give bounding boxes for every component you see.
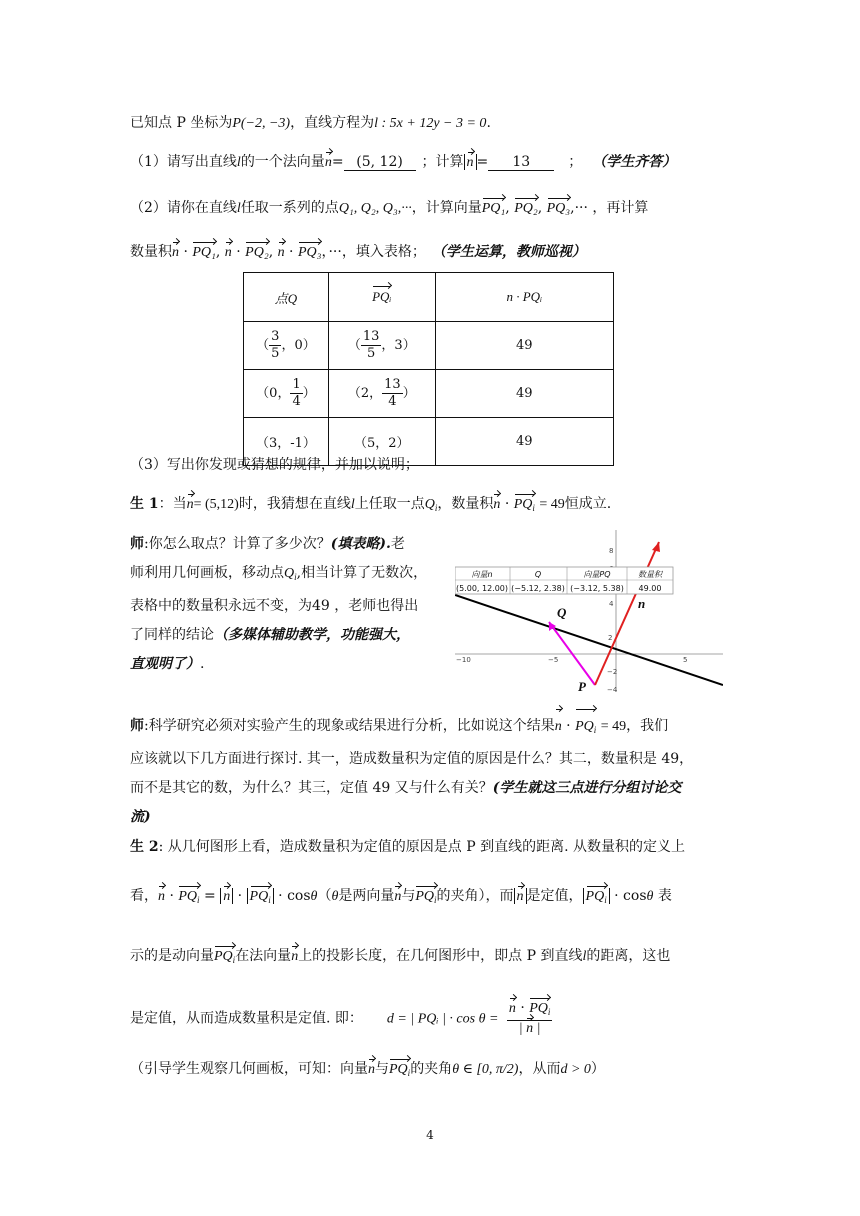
table-header-row [244, 273, 614, 322]
vector-n-10: n [394, 889, 402, 904]
vector-pqi-7: $PQ_i$ [214, 949, 236, 965]
d-positive: d > 0 [560, 1062, 591, 1077]
cell-q: （3，-1） [244, 418, 329, 466]
t2-text: :科学研究必须对实验产生的现象或结果进行分析，比如说这个结果 [144, 718, 555, 734]
y-tick: −2 [607, 668, 618, 676]
cell-dot: 49 [435, 322, 613, 370]
cell-pq: （2， $\frac{13}{4}$ ） [328, 370, 435, 418]
vector-pq3: PQ₃ [546, 201, 571, 216]
vector-pq3-b: PQ₃ [297, 245, 322, 260]
teacher-2-line-4 [130, 803, 740, 832]
equals-2: = [476, 154, 489, 170]
theta-3: θ [646, 889, 654, 904]
theta: θ [310, 889, 318, 904]
frac-n: n [508, 1001, 516, 1016]
vector-n: n [324, 155, 332, 170]
t1-note-3: 直观明了） [130, 656, 200, 672]
fig-header: 向量PQ [583, 570, 611, 579]
answer-magnitude: 13 [488, 154, 554, 171]
point-p: P(−2, −3) [232, 116, 291, 131]
teacher-2-line-2: 应该就以下几方面进行探讨. 其一，造成数量积为定值的原因是什么？其二，数量积是 49， [130, 751, 694, 767]
line-equation: l : 5x + 12y − 3 = 0 [374, 116, 487, 131]
student-2-line-3 [130, 945, 670, 965]
teacher-1-line-5 [130, 650, 450, 679]
line-l-graph [455, 595, 723, 685]
s2-text-5: 是定值， [526, 888, 583, 904]
t2-note-2: 流) [130, 809, 151, 825]
vector-n-abs: n [466, 155, 474, 170]
teacher-1-line-4 [130, 621, 450, 650]
line-l-4: l [582, 949, 587, 964]
data-table [243, 272, 614, 466]
s2-text-3: 是两向量 [338, 888, 395, 904]
header-pq: PQᵢ [328, 273, 435, 322]
q1-text-2: 的一个法向量 [240, 154, 325, 170]
vector-pq2: PQ₂ [514, 201, 538, 216]
guide-text-2: 的夹角 [410, 1061, 453, 1077]
vector-n-3: n [224, 245, 232, 260]
theta-2: θ [331, 889, 339, 904]
header-dot: n · PQᵢ [435, 273, 613, 322]
line-l-3: l [350, 497, 355, 512]
t1-text-2: 师利用几何画板，移动点 [130, 565, 284, 581]
line-l-2: l [236, 201, 241, 216]
teacher-1-block [130, 530, 450, 679]
q1-text-3: ；计算 [421, 154, 464, 170]
vector-n-8: n [158, 889, 165, 904]
points-q: Q₁, Q₂, Q₃,··· [338, 201, 412, 216]
teacher-2-line-3 [130, 774, 740, 803]
guide-text-3: ，从而 [518, 1061, 561, 1077]
s2-text-10: 的距离，这也 [586, 948, 671, 964]
teacher-1-line-3: 表格中的数量积永远不变，为49 ，老师也得出 [130, 598, 419, 614]
semicolon: ； [568, 154, 583, 170]
question-2-line-1: （2）请你在直线l任取一系列的点Q₁, Q₂, Q₃,···，计算向量PQ₁, PQ₂, PQ₃,··· ，再计算 [130, 200, 649, 216]
vector-n-9: n [223, 889, 231, 904]
vector-n-4: n [277, 245, 285, 260]
vector-pq1: PQ₁ [481, 201, 506, 216]
x-tick: 5 [683, 656, 688, 664]
s2-text-9: 上的投影长度，在几何图形中，即点 P 到直线 [298, 948, 583, 964]
given-sentence [130, 112, 491, 132]
t1-text-4: 了同样的结论 [130, 627, 214, 643]
s1-text-5: 恒成立. [564, 496, 612, 512]
t2-text-3: 而不是其它的数，为什么？其三，定值 49 又与什么有关？ [130, 780, 493, 796]
figure-data-table [455, 567, 673, 594]
s2-text-4: 的夹角），而 [436, 888, 514, 904]
guide-line [130, 1058, 605, 1078]
vector-pqi-5: $PQ_i$ [415, 889, 437, 905]
student-1-label: 生 1 [130, 496, 159, 512]
cell-dot: 49 [435, 370, 613, 418]
vector-n-5: n [186, 497, 194, 512]
table-row [244, 322, 614, 370]
s1-result: = 49 [539, 497, 565, 512]
frac-den-n: n [526, 1021, 534, 1036]
vector-n-7: n [555, 712, 562, 741]
t2-result: = 49 [600, 719, 627, 734]
vector-n-arrow [595, 542, 659, 685]
n-arrowhead [652, 542, 660, 552]
header-point-q: 点Q [244, 273, 329, 322]
question-2-line-2: 数量积n · PQ₁, n · PQ₂, n · PQ₃，···，填入表格； （学生运算，教师巡视） [130, 244, 586, 260]
cell-q: （0， $\frac{1}{4}$ ） [244, 370, 329, 418]
t1-text-b: 老 [390, 536, 405, 552]
vector-pqi: $PQ_i$ [513, 497, 535, 513]
t1-note-2: （多媒体辅助教学，功能强大， [214, 627, 410, 643]
y-tick: −4 [607, 686, 618, 692]
guide-text: （引导学生观察几何画板，可知：向量 [130, 1061, 368, 1077]
s1-text-4: ，数量积 [437, 496, 494, 512]
teacher-1-line-2: 师利用几何画板，移动点$Q_i$,相当计算了无数次， [130, 565, 428, 582]
y-tick: 4 [609, 600, 614, 608]
s2-text-7: 示的是动向量 [130, 948, 214, 964]
t1-text-3: ,相当计算了无数次， [296, 565, 428, 581]
vector-pq-arrow [549, 622, 595, 685]
vector-pq2-b: PQ₂ [245, 245, 269, 260]
guide-and: 与 [375, 1061, 389, 1077]
y-tick: 8 [609, 547, 614, 555]
fig-value: (−3.12, 5.38) [570, 584, 624, 593]
cell-pq: （ $\frac{13}{5}$ ，3） [328, 322, 435, 370]
q2-text-2: 任取一系列的点 [240, 200, 339, 216]
q1-text: （1）请写出直线 [130, 154, 237, 170]
page-number: 4 [426, 1128, 434, 1142]
distance-formula: d = | PQᵢ | · cos θ = [386, 1011, 499, 1027]
q2-dot-label: 数量积 [130, 244, 172, 260]
student-1-answer: 生 1：当n= (5,12)时，我猜想在直线l上任取一点$Q_i$，数量积$n \cdot PQ_i = 49$恒成立. [130, 496, 612, 513]
s2-text-6: 表 [657, 888, 672, 904]
given-text-2: ，直线方程为 [290, 115, 375, 131]
vector-n-2: n [172, 245, 179, 260]
t1-period: . [200, 656, 205, 672]
question-1 [130, 151, 676, 171]
s1-condition: = (5,12) [193, 497, 239, 512]
period: . [486, 115, 491, 131]
distance-fraction: $\frac{n \cdot PQ_i}{| n |}$ [508, 1000, 551, 1036]
vector-pqi-2: $PQ_i$ [575, 712, 596, 745]
t2-text-b: ，我们 [626, 718, 669, 734]
s2-text: : 从几何图形上看，造成数量积为定值的原因是点 P 到直线的距离. 从数量积的定义上 [158, 839, 686, 855]
t2-note: (学生就这三点进行分组讨论交 [492, 780, 682, 796]
vector-pq1-b: PQ₁ [192, 245, 216, 260]
q1-note: （学生齐答） [592, 154, 677, 170]
x-tick: −5 [548, 656, 559, 664]
geometry-sketchpad-figure [455, 530, 723, 692]
s2-paren: （ [317, 888, 332, 904]
x-tick: −10 [456, 656, 471, 664]
q2-text: （2）请你在直线 [130, 200, 237, 216]
q2-text-4: ,··· ，再计算 [570, 200, 649, 216]
cell-pq: （5，2） [328, 418, 435, 466]
student-2-label: 生 2 [130, 839, 159, 855]
fig-value: 49.00 [638, 584, 662, 593]
cell-dot: 49 [435, 418, 613, 466]
equals: = [331, 154, 344, 170]
q2-text-5: ，···，填入表格； [321, 244, 426, 260]
vector-pqi-6: $PQ_i$ [585, 889, 607, 905]
s1-text: ：当 [158, 496, 187, 512]
line-l: l [236, 155, 241, 170]
fig-header: 数量积 [638, 570, 662, 579]
label-p: P [578, 679, 586, 692]
q2-text-3: ，计算向量 [411, 200, 482, 216]
vector-n-6: n [493, 497, 501, 512]
vector-n-11: n [516, 889, 524, 904]
fig-header: Q [534, 570, 542, 579]
teacher-label: 师 [130, 536, 144, 552]
teacher-2-block [130, 712, 740, 832]
vector-pqi-8: $PQ_i$ [389, 1062, 411, 1078]
s1-text-2: 时，我猜想在直线 [238, 496, 351, 512]
table-row [244, 370, 614, 418]
s2-text-2: 看， [130, 888, 158, 904]
vector-pqi-4: $PQ_i$ [249, 889, 271, 905]
s2-text-11: 是定值，从而造成数量积是定值. 即： [130, 1010, 363, 1027]
teacher-1-line-1 [130, 530, 450, 559]
s2-and: 与 [401, 888, 416, 904]
q2-note: （学生运算，教师巡视） [431, 244, 586, 260]
fig-value: (5.00, 12.00) [455, 584, 509, 593]
label-q: Q [557, 605, 567, 620]
answer-normal-vector: (5, 12) [344, 154, 416, 171]
t1-note: (填表略). [330, 536, 391, 552]
question-3: （3）写出你发现或猜想的规律，并加以说明； [130, 457, 419, 473]
s2-text-8: 在法向量 [235, 948, 292, 964]
fig-header: 向量n [471, 570, 493, 579]
angle-range: θ ∈ [0, π/2) [452, 1062, 519, 1077]
frac-pqi: $PQ_i$ [529, 1001, 550, 1020]
cell-q: （ $\frac{3}{5}$ ，0） [244, 322, 329, 370]
vector-pqi-3: $PQ_i$ [178, 889, 200, 905]
student-2-line-1 [130, 836, 685, 856]
s1-text-3: 上任取一点 [354, 496, 425, 512]
given-text: 已知点 P 坐标为 [130, 115, 233, 131]
y-tick: 2 [608, 634, 613, 642]
teacher-2-line-1: 师:科学研究必须对实验产生的现象或结果进行分析，比如说这个结果$n \cdot PQ_i = 49$，我们 [130, 712, 740, 745]
fig-value: (−5.12, 2.38) [511, 584, 565, 593]
vector-n-12: n [291, 949, 299, 964]
label-n: n [638, 596, 646, 611]
student-2-line-4 [130, 1000, 552, 1037]
teacher-label-2: 师 [130, 718, 144, 734]
guide-close: ） [590, 1061, 605, 1077]
t1-text: :你怎么取点？计算了多少次？ [144, 536, 331, 552]
student-2-line-2: 看，$n \cdot PQ_i = n \cdot PQ_i \cdot \cos\theta(\theta$是两向量n与$PQ_i$的夹角），而 n 是定值， $PQ_i \cdot \cos\theta$ 表 [130, 888, 672, 905]
vector-n-13: n [368, 1062, 375, 1077]
